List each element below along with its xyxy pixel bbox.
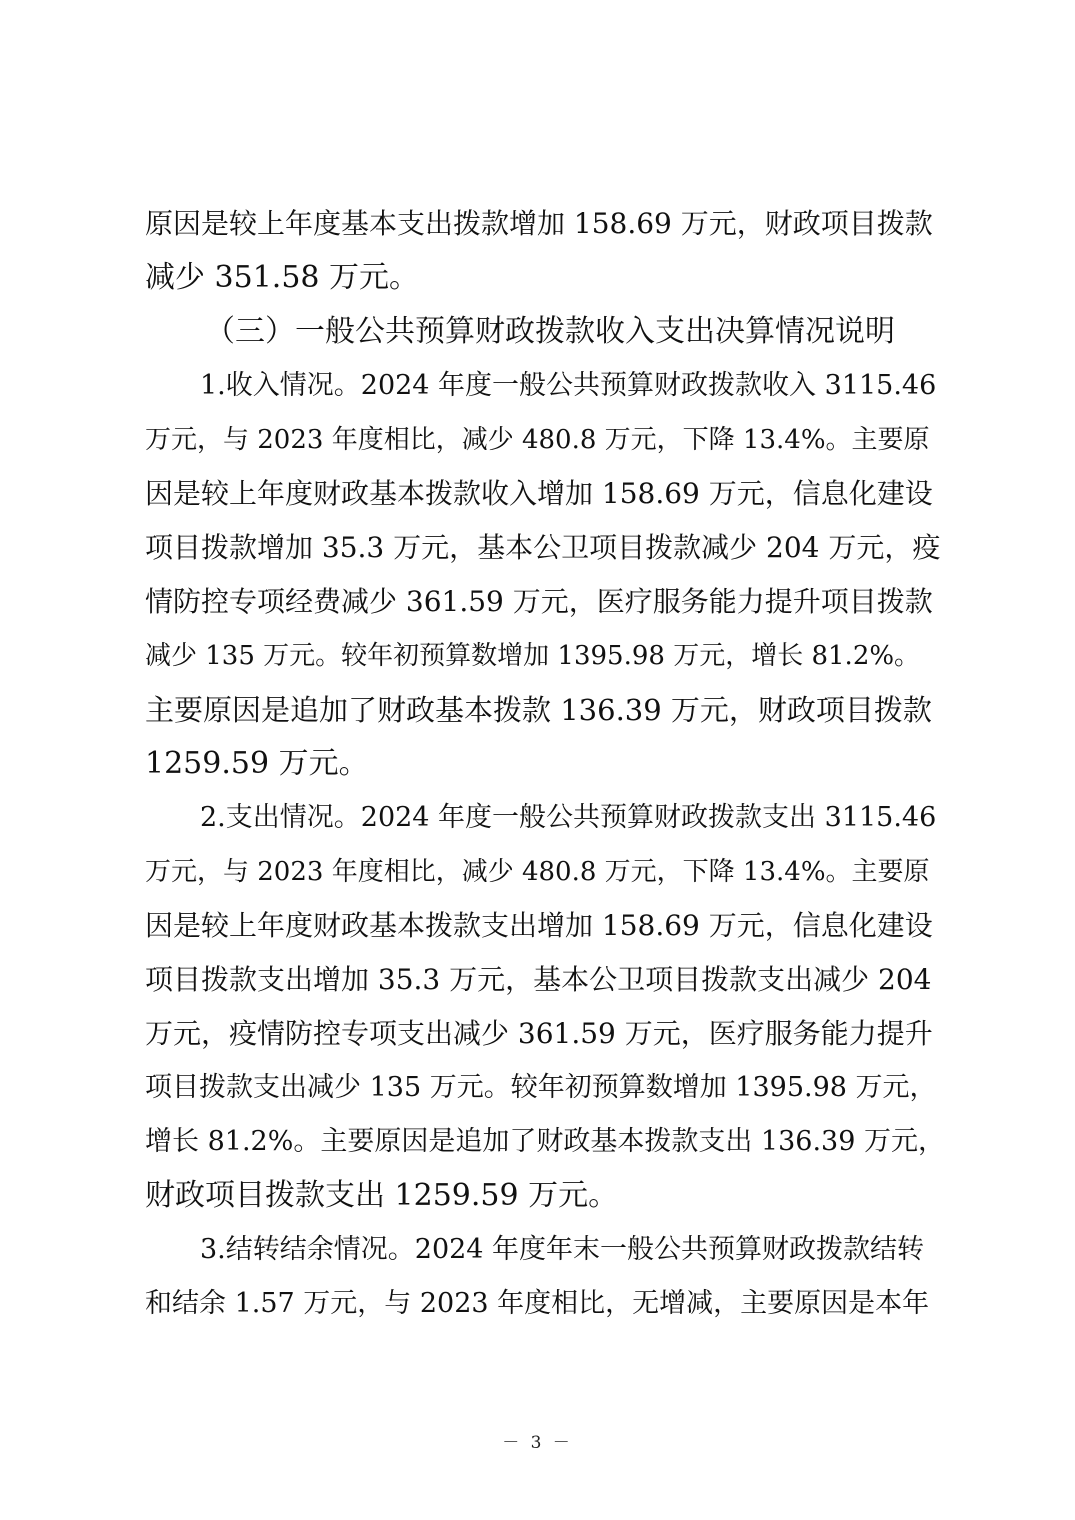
text-line: 减少 351.58 万元。 xyxy=(145,260,420,295)
text-line: 增长 81.2%。主要原因是追加了财政基本拨款支出 136.39 万元， xyxy=(145,1126,945,1157)
text-line: 2.支出情况。2024 年度一般公共预算财政拨款支出 3115.46 xyxy=(200,802,937,833)
text-line: 项目拨款支出减少 135 万元。较年初预算数增加 1395.98 万元， xyxy=(145,1072,937,1103)
text-line: 万元，疫情防控专项支出减少 361.59 万元，医疗服务能力提升 xyxy=(145,1017,933,1050)
text-line: 因是较上年度财政基本拨款支出增加 158.69 万元，信息化建设 xyxy=(145,909,933,942)
text-line: 万元，与 2023 年度相比，减少 480.8 万元，下降 13.4%。主要原 xyxy=(145,857,930,887)
text-line: 情防控专项经费减少 361.59 万元，医疗服务能力提升项目拨款 xyxy=(145,585,933,618)
page-number: － 3 － xyxy=(502,1433,573,1453)
text-line: 减少 135 万元。较年初预算数增加 1395.98 万元，增长 81.2%。 xyxy=(145,641,921,671)
text-line: 主要原因是追加了财政基本拨款 136.39 万元，财政项目拨款 xyxy=(145,693,932,727)
text-line: 财政项目拨款支出 1259.59 万元。 xyxy=(145,1178,619,1213)
text-line: 项目拨款支出增加 35.3 万元，基本公卫项目拨款支出减少 204 xyxy=(145,963,932,996)
section-heading: （三）一般公共预算财政拨款收入支出决算情况说明 xyxy=(205,314,895,349)
text-line: 万元，与 2023 年度相比，减少 480.8 万元，下降 13.4%。主要原 xyxy=(145,425,930,455)
text-line: 原因是较上年度基本支出拨款增加 158.69 万元，财政项目拨款 xyxy=(145,207,933,240)
text-line: 因是较上年度财政基本拨款收入增加 158.69 万元，信息化建设 xyxy=(145,477,933,510)
text-line: 和结余 1.57 万元，与 2023 年度相比，无增减，主要原因是本年 xyxy=(145,1288,930,1319)
text-line: 3.结转结余情况。2024 年度年末一般公共预算财政拨款结转 xyxy=(200,1234,925,1265)
text-line: 项目拨款增加 35.3 万元，基本公卫项目拨款减少 204 万元，疫 xyxy=(145,531,941,564)
text-line: 1.收入情况。2024 年度一般公共预算财政拨款收入 3115.46 xyxy=(200,370,937,401)
text-line: 1259.59 万元。 xyxy=(145,746,369,781)
